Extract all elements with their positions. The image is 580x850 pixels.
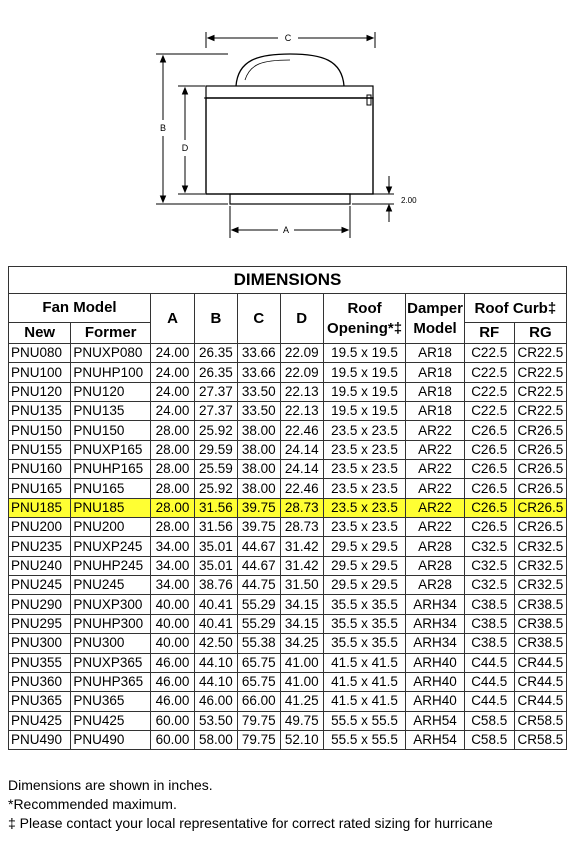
header-roof-opening: Roof Opening*‡ [323, 294, 406, 344]
fan-dimension-drawing [0, 0, 580, 262]
cell-d: 41.00 [280, 653, 323, 672]
cell-rf: C22.5 [464, 382, 514, 401]
header-former: Former [71, 323, 151, 344]
cell-roof-opening: 29.5 x 29.5 [323, 576, 406, 595]
header-new: New [9, 323, 71, 344]
cell-former: PNU200 [71, 518, 151, 537]
cell-damper-model: AR18 [406, 402, 464, 421]
table-row [9, 498, 567, 517]
cell-c: 38.00 [237, 421, 280, 440]
cell-former: PNUXP300 [71, 595, 151, 614]
cell-new: PNU185 [9, 498, 71, 517]
cell-rf: C26.5 [464, 498, 514, 517]
cell-rg: CR58.5 [514, 711, 566, 730]
table-row [9, 537, 567, 556]
cell-rg: CR32.5 [514, 556, 566, 575]
cell-c: 44.67 [237, 537, 280, 556]
cell-a: 34.00 [151, 576, 195, 595]
cell-new: PNU290 [9, 595, 71, 614]
cell-roof-opening: 55.5 x 55.5 [323, 730, 406, 749]
cell-rg: CR26.5 [514, 518, 566, 537]
cell-a: 46.00 [151, 672, 195, 691]
cell-rg: CR22.5 [514, 402, 566, 421]
cell-former: PNUXP365 [71, 653, 151, 672]
cell-rg: CR38.5 [514, 634, 566, 653]
cell-d: 31.42 [280, 556, 323, 575]
cell-b: 31.56 [194, 498, 237, 517]
header-fan-model: Fan Model [9, 294, 151, 323]
cell-c: 33.50 [237, 382, 280, 401]
cell-rg: CR26.5 [514, 460, 566, 479]
cell-new: PNU120 [9, 382, 71, 401]
cell-c: 33.66 [237, 344, 280, 363]
header-c: C [237, 294, 280, 344]
cell-c: 44.75 [237, 576, 280, 595]
cell-b: 38.76 [194, 576, 237, 595]
cell-d: 31.50 [280, 576, 323, 595]
cell-new: PNU425 [9, 711, 71, 730]
cell-c: 44.67 [237, 556, 280, 575]
cell-a: 28.00 [151, 479, 195, 498]
cell-a: 60.00 [151, 711, 195, 730]
cell-d: 22.46 [280, 479, 323, 498]
cell-former: PNU300 [71, 634, 151, 653]
cell-rg: CR26.5 [514, 479, 566, 498]
cell-damper-model: AR18 [406, 363, 464, 382]
cell-b: 25.59 [194, 460, 237, 479]
table-row [9, 595, 567, 614]
cell-new: PNU080 [9, 344, 71, 363]
table-row [9, 692, 567, 711]
table-row [9, 382, 567, 401]
header-roof-curb: Roof Curb‡ [464, 294, 566, 323]
cell-damper-model: AR28 [406, 576, 464, 595]
cell-rf: C32.5 [464, 556, 514, 575]
cell-new: PNU355 [9, 653, 71, 672]
cell-a: 24.00 [151, 382, 195, 401]
cell-rf: C58.5 [464, 711, 514, 730]
cell-a: 24.00 [151, 402, 195, 421]
cell-new: PNU135 [9, 402, 71, 421]
cell-d: 41.00 [280, 672, 323, 691]
cell-roof-opening: 41.5 x 41.5 [323, 672, 406, 691]
cell-former: PNU185 [71, 498, 151, 517]
cell-rf: C58.5 [464, 730, 514, 749]
cell-a: 28.00 [151, 498, 195, 517]
cell-rf: C26.5 [464, 421, 514, 440]
cell-damper-model: ARH54 [406, 711, 464, 730]
note-recommended: *Recommended maximum. [8, 796, 177, 812]
cell-a: 28.00 [151, 460, 195, 479]
cell-roof-opening: 19.5 x 19.5 [323, 382, 406, 401]
cell-b: 26.35 [194, 363, 237, 382]
table-row [9, 634, 567, 653]
cell-b: 40.41 [194, 595, 237, 614]
cell-roof-opening: 29.5 x 29.5 [323, 556, 406, 575]
cell-b: 31.56 [194, 518, 237, 537]
cell-new: PNU295 [9, 614, 71, 633]
cell-d: 34.15 [280, 614, 323, 633]
cell-damper-model: ARH34 [406, 614, 464, 633]
cell-rf: C32.5 [464, 537, 514, 556]
header-rf: RF [464, 323, 514, 344]
cell-new: PNU100 [9, 363, 71, 382]
cell-rg: CR22.5 [514, 363, 566, 382]
cell-c: 65.75 [237, 672, 280, 691]
cell-rf: C38.5 [464, 634, 514, 653]
table-row [9, 460, 567, 479]
cell-rf: C32.5 [464, 576, 514, 595]
cell-rg: CR38.5 [514, 595, 566, 614]
cell-new: PNU360 [9, 672, 71, 691]
cell-a: 46.00 [151, 692, 195, 711]
cell-d: 52.10 [280, 730, 323, 749]
cell-rf: C26.5 [464, 518, 514, 537]
cell-c: 38.00 [237, 460, 280, 479]
cell-roof-opening: 35.5 x 35.5 [323, 634, 406, 653]
table-row [9, 518, 567, 537]
cell-damper-model: ARH40 [406, 672, 464, 691]
cell-a: 46.00 [151, 653, 195, 672]
cell-damper-model: ARH34 [406, 634, 464, 653]
cell-c: 33.50 [237, 402, 280, 421]
cell-roof-opening: 23.5 x 23.5 [323, 440, 406, 459]
cell-new: PNU160 [9, 460, 71, 479]
table-row [9, 711, 567, 730]
cell-roof-opening: 23.5 x 23.5 [323, 460, 406, 479]
cell-rf: C26.5 [464, 440, 514, 459]
cell-roof-opening: 19.5 x 19.5 [323, 363, 406, 382]
cell-c: 39.75 [237, 498, 280, 517]
cell-former: PNUHP365 [71, 672, 151, 691]
cell-a: 40.00 [151, 595, 195, 614]
cell-damper-model: ARH34 [406, 595, 464, 614]
dimensions-table-body [9, 344, 567, 750]
header-rg: RG [514, 323, 566, 344]
cell-damper-model: AR28 [406, 556, 464, 575]
header-damper-model: Damper Model [406, 294, 464, 344]
table-title: DIMENSIONS [9, 267, 567, 294]
cell-new: PNU240 [9, 556, 71, 575]
cell-b: 29.59 [194, 440, 237, 459]
cell-roof-opening: 29.5 x 29.5 [323, 537, 406, 556]
cell-b: 58.00 [194, 730, 237, 749]
cell-rf: C38.5 [464, 595, 514, 614]
cell-former: PNUHP245 [71, 556, 151, 575]
cell-d: 24.14 [280, 440, 323, 459]
cell-rg: CR22.5 [514, 382, 566, 401]
cell-new: PNU155 [9, 440, 71, 459]
cell-new: PNU300 [9, 634, 71, 653]
cell-c: 65.75 [237, 653, 280, 672]
cell-c: 33.66 [237, 363, 280, 382]
cell-roof-opening: 35.5 x 35.5 [323, 595, 406, 614]
cell-b: 35.01 [194, 556, 237, 575]
cell-rf: C26.5 [464, 460, 514, 479]
cell-b: 27.37 [194, 382, 237, 401]
table-row [9, 421, 567, 440]
cell-a: 28.00 [151, 421, 195, 440]
cell-roof-opening: 23.5 x 23.5 [323, 479, 406, 498]
cell-damper-model: ARH40 [406, 653, 464, 672]
cell-b: 40.41 [194, 614, 237, 633]
dimensions-table [8, 266, 567, 750]
cell-c: 38.00 [237, 440, 280, 459]
cell-rg: CR32.5 [514, 537, 566, 556]
cell-roof-opening: 19.5 x 19.5 [323, 402, 406, 421]
cell-former: PNU165 [71, 479, 151, 498]
cell-rg: CR58.5 [514, 730, 566, 749]
table-row [9, 672, 567, 691]
cell-rf: C44.5 [464, 672, 514, 691]
cell-c: 66.00 [237, 692, 280, 711]
dim-a-label: A [282, 225, 290, 235]
cell-c: 79.75 [237, 730, 280, 749]
cell-rg: CR22.5 [514, 344, 566, 363]
cell-rg: CR26.5 [514, 421, 566, 440]
cell-c: 55.29 [237, 595, 280, 614]
cell-former: PNUHP100 [71, 363, 151, 382]
cell-new: PNU165 [9, 479, 71, 498]
cell-former: PNU245 [71, 576, 151, 595]
cell-damper-model: ARH54 [406, 730, 464, 749]
cell-former: PNUXP245 [71, 537, 151, 556]
cell-rf: C38.5 [464, 614, 514, 633]
cell-new: PNU150 [9, 421, 71, 440]
table-row [9, 344, 567, 363]
cell-c: 55.38 [237, 634, 280, 653]
cell-b: 53.50 [194, 711, 237, 730]
cell-new: PNU235 [9, 537, 71, 556]
note-units: Dimensions are shown in inches. [8, 777, 213, 793]
table-row [9, 440, 567, 459]
header-b: B [194, 294, 237, 344]
cell-former: PNU425 [71, 711, 151, 730]
cell-damper-model: AR18 [406, 382, 464, 401]
cell-b: 35.01 [194, 537, 237, 556]
cell-d: 28.73 [280, 518, 323, 537]
cell-d: 34.25 [280, 634, 323, 653]
cell-rg: CR26.5 [514, 440, 566, 459]
cell-roof-opening: 55.5 x 55.5 [323, 711, 406, 730]
cell-former: PNU150 [71, 421, 151, 440]
cell-a: 24.00 [151, 363, 195, 382]
cell-former: PNUHP165 [71, 460, 151, 479]
cell-d: 41.25 [280, 692, 323, 711]
cell-a: 28.00 [151, 518, 195, 537]
cell-rf: C22.5 [464, 363, 514, 382]
cell-b: 26.35 [194, 344, 237, 363]
cell-former: PNU490 [71, 730, 151, 749]
cell-d: 24.14 [280, 460, 323, 479]
table-row [9, 363, 567, 382]
cell-d: 34.15 [280, 595, 323, 614]
table-row [9, 653, 567, 672]
dim-d-label: D [181, 143, 189, 153]
cell-roof-opening: 19.5 x 19.5 [323, 344, 406, 363]
cell-roof-opening: 23.5 x 23.5 [323, 421, 406, 440]
note-hurricane: ‡ Please contact your local representative for correct rated sizing for hurricane [8, 815, 493, 831]
cell-c: 38.00 [237, 479, 280, 498]
cell-a: 40.00 [151, 614, 195, 633]
header-a: A [151, 294, 195, 344]
cell-rf: C22.5 [464, 344, 514, 363]
cell-roof-opening: 41.5 x 41.5 [323, 653, 406, 672]
cell-d: 22.13 [280, 402, 323, 421]
dim-gap-label: 2.00 [401, 196, 417, 205]
cell-c: 55.29 [237, 614, 280, 633]
cell-b: 25.92 [194, 421, 237, 440]
cell-b: 44.10 [194, 672, 237, 691]
cell-c: 79.75 [237, 711, 280, 730]
cell-damper-model: AR22 [406, 498, 464, 517]
cell-a: 34.00 [151, 556, 195, 575]
cell-damper-model: AR18 [406, 344, 464, 363]
cell-new: PNU365 [9, 692, 71, 711]
table-row [9, 576, 567, 595]
cell-d: 31.42 [280, 537, 323, 556]
cell-b: 44.10 [194, 653, 237, 672]
header-d: D [280, 294, 323, 344]
cell-damper-model: AR22 [406, 440, 464, 459]
cell-b: 27.37 [194, 402, 237, 421]
cell-new: PNU490 [9, 730, 71, 749]
cell-d: 22.46 [280, 421, 323, 440]
cell-damper-model: ARH40 [406, 692, 464, 711]
cell-damper-model: AR22 [406, 460, 464, 479]
cell-rf: C44.5 [464, 692, 514, 711]
cell-former: PNUHP300 [71, 614, 151, 633]
cell-a: 60.00 [151, 730, 195, 749]
dim-c-label: C [284, 33, 292, 43]
cell-roof-opening: 41.5 x 41.5 [323, 692, 406, 711]
cell-rf: C22.5 [464, 402, 514, 421]
cell-former: PNUXP080 [71, 344, 151, 363]
cell-rf: C44.5 [464, 653, 514, 672]
cell-b: 25.92 [194, 479, 237, 498]
cell-rg: CR44.5 [514, 672, 566, 691]
cell-d: 49.75 [280, 711, 323, 730]
cell-rg: CR44.5 [514, 653, 566, 672]
cell-damper-model: AR28 [406, 537, 464, 556]
table-row [9, 479, 567, 498]
cell-d: 22.09 [280, 363, 323, 382]
cell-rg: CR32.5 [514, 576, 566, 595]
cell-d: 22.09 [280, 344, 323, 363]
cell-a: 34.00 [151, 537, 195, 556]
cell-b: 42.50 [194, 634, 237, 653]
cell-a: 40.00 [151, 634, 195, 653]
table-row [9, 614, 567, 633]
cell-a: 28.00 [151, 440, 195, 459]
cell-a: 24.00 [151, 344, 195, 363]
cell-rg: CR38.5 [514, 614, 566, 633]
cell-damper-model: AR22 [406, 518, 464, 537]
table-row [9, 730, 567, 749]
table-row [9, 402, 567, 421]
cell-former: PNU135 [71, 402, 151, 421]
cell-roof-opening: 23.5 x 23.5 [323, 498, 406, 517]
cell-former: PNUXP165 [71, 440, 151, 459]
cell-roof-opening: 23.5 x 23.5 [323, 518, 406, 537]
cell-new: PNU245 [9, 576, 71, 595]
cell-rg: CR44.5 [514, 692, 566, 711]
cell-former: PNU120 [71, 382, 151, 401]
cell-b: 46.00 [194, 692, 237, 711]
cell-damper-model: AR22 [406, 421, 464, 440]
cell-c: 39.75 [237, 518, 280, 537]
table-row [9, 556, 567, 575]
cell-rg: CR26.5 [514, 498, 566, 517]
cell-damper-model: AR22 [406, 479, 464, 498]
cell-new: PNU200 [9, 518, 71, 537]
footnotes [8, 776, 493, 833]
cell-d: 22.13 [280, 382, 323, 401]
dim-b-label: B [159, 123, 167, 133]
cell-former: PNU365 [71, 692, 151, 711]
cell-d: 28.73 [280, 498, 323, 517]
cell-rf: C26.5 [464, 479, 514, 498]
cell-roof-opening: 35.5 x 35.5 [323, 614, 406, 633]
